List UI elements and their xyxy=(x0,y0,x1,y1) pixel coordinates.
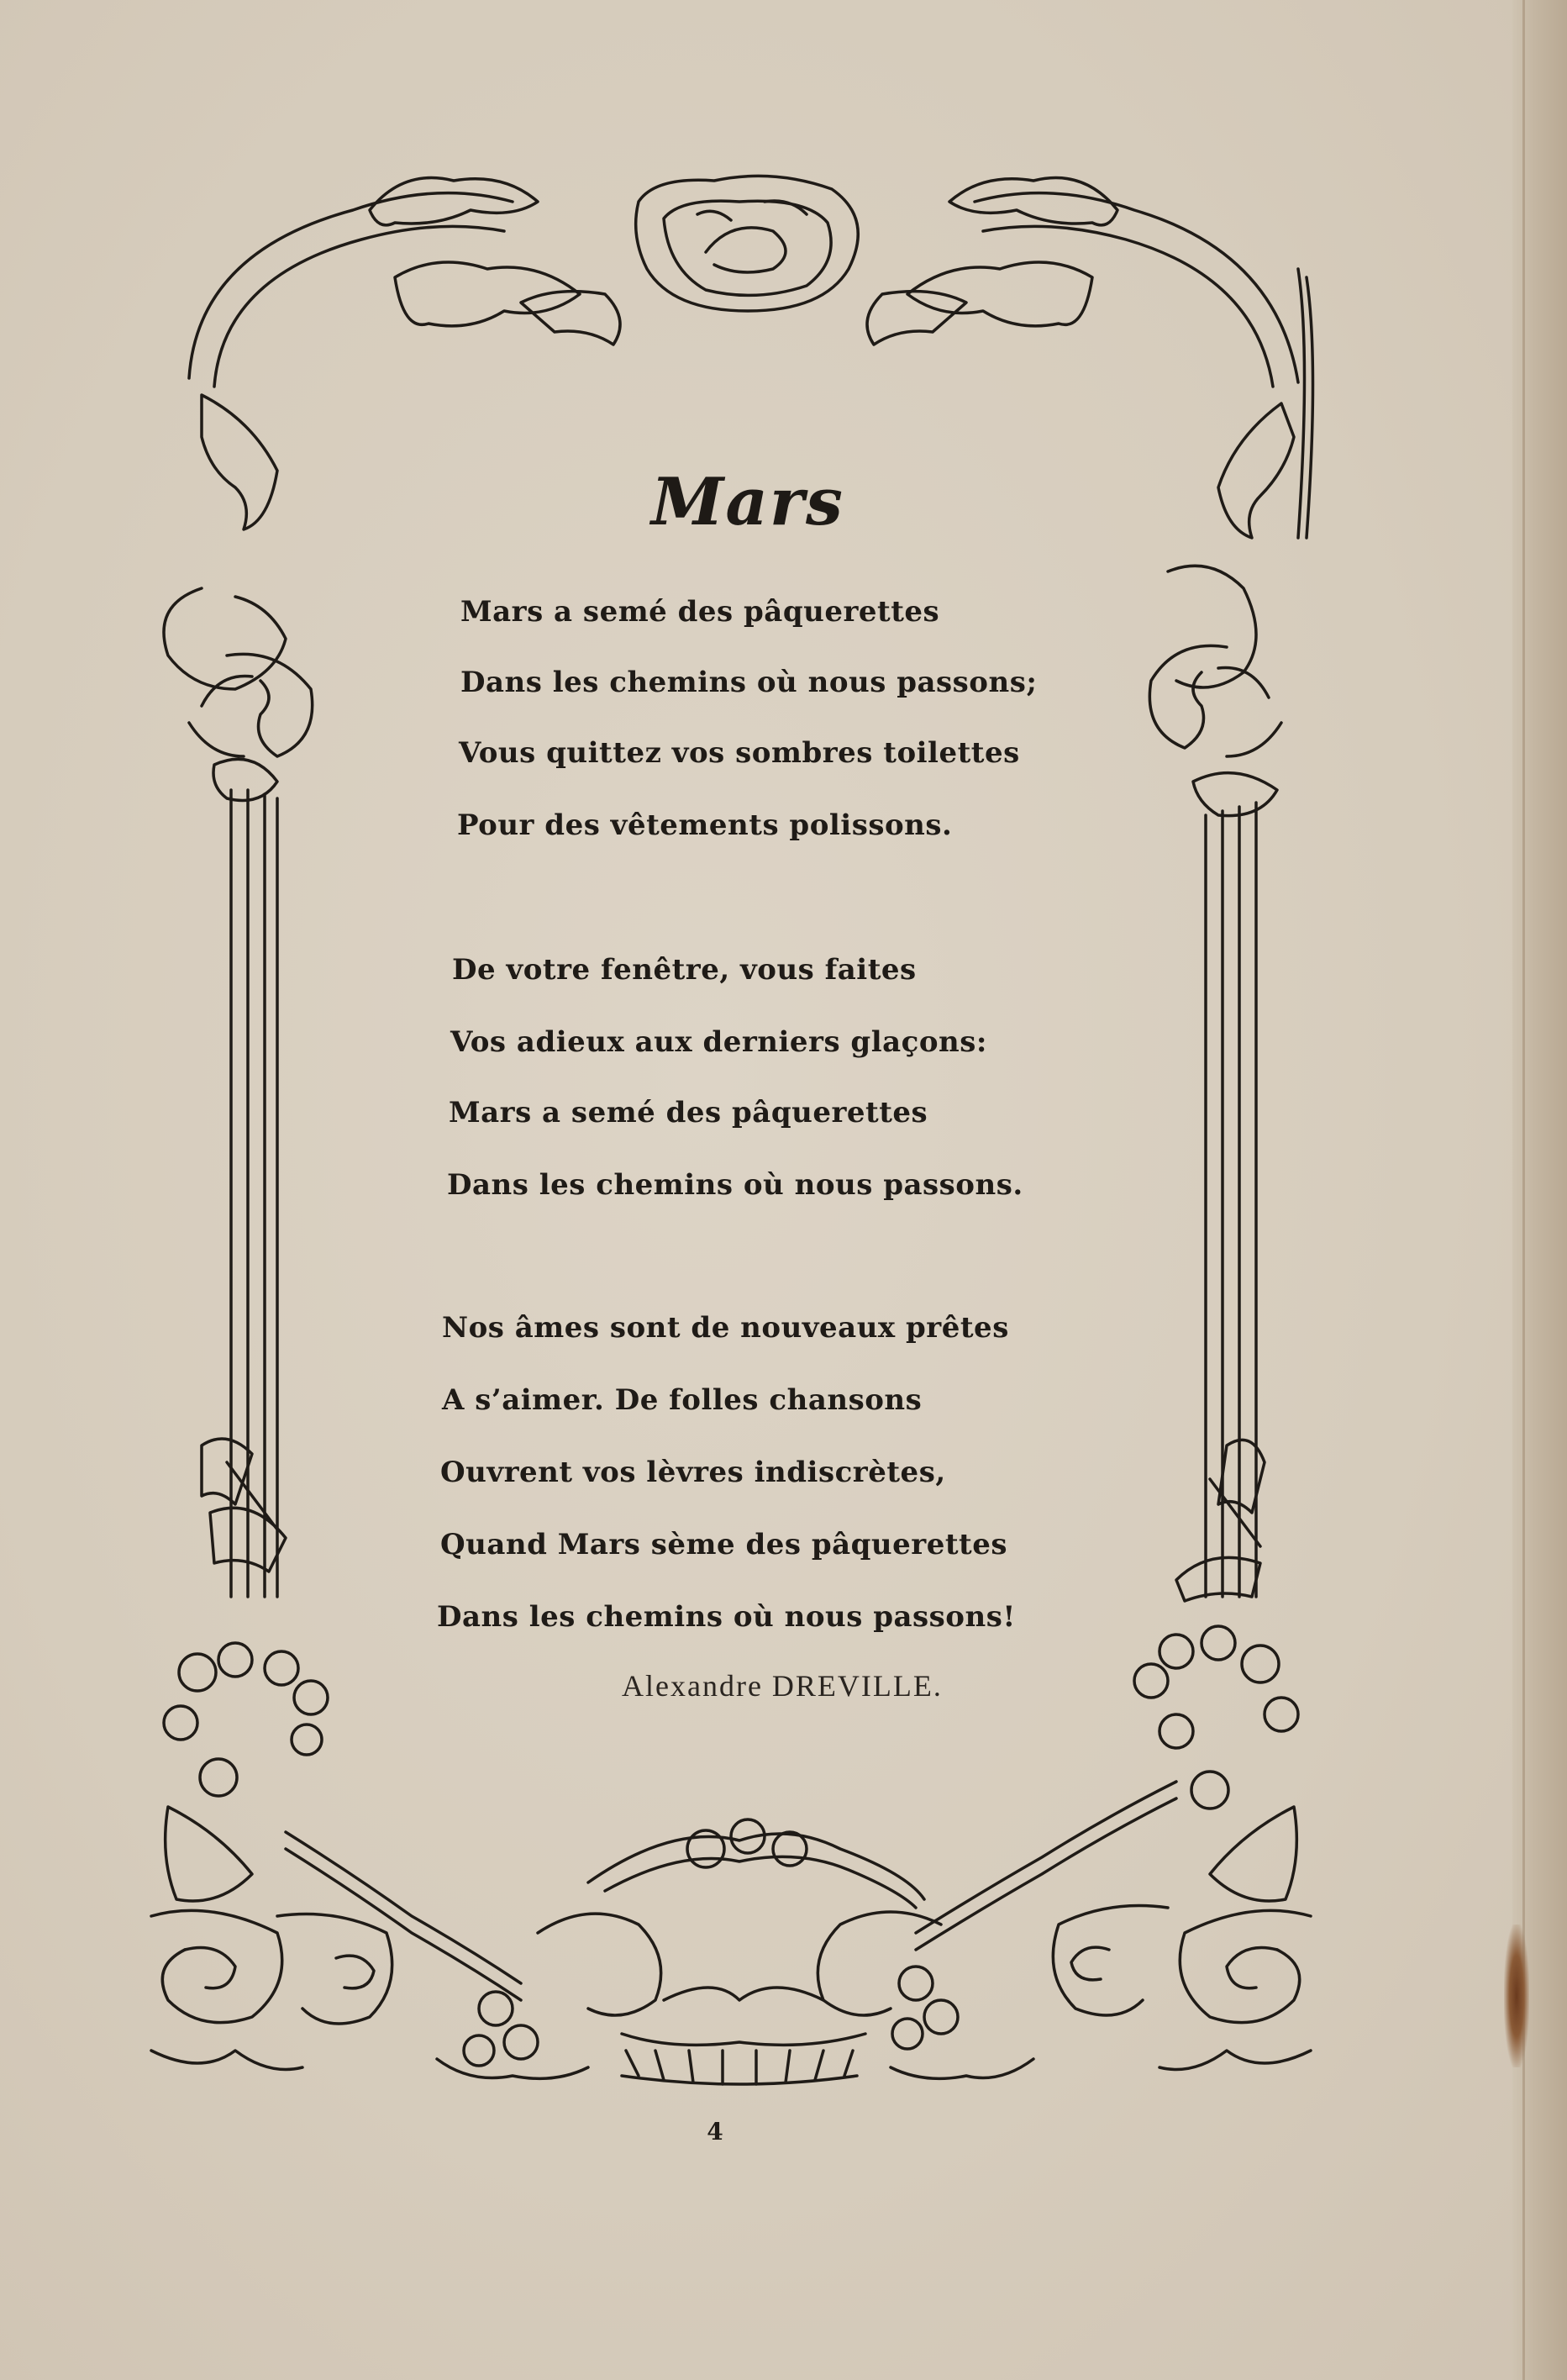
poem-line: Quand Mars sème des pâquerettes xyxy=(440,1528,1008,1561)
poem-line: A s’aimer. De folles chansons xyxy=(442,1383,923,1417)
poem-line: Dans les chemins où nous passons; xyxy=(460,666,1038,699)
poem-line: Mars a semé des pâquerettes xyxy=(460,595,940,629)
poem-line: Mars a semé des pâquerettes xyxy=(449,1096,928,1129)
poem-line: Dans les chemins où nous passons. xyxy=(447,1168,1023,1202)
poem-line: Ouvrent vos lèvres indiscrètes, xyxy=(440,1456,946,1489)
poem-author: Alexandre DREVILLE. xyxy=(622,1669,943,1703)
poem-line: Vous quittez vos sombres toilettes xyxy=(459,736,1020,770)
poem-line: Vos adieux aux derniers glaçons: xyxy=(450,1025,987,1059)
poem-line: Dans les chemins où nous passons! xyxy=(437,1600,1016,1634)
poem-line: De votre fenêtre, vous faites xyxy=(452,953,917,987)
page-number: 4 xyxy=(707,2118,723,2146)
poem-line: Nos âmes sont de nouveaux prêtes xyxy=(442,1311,1009,1345)
poem-line: Pour des vêtements polissons. xyxy=(457,808,953,842)
poem-title: Mars xyxy=(651,464,844,540)
